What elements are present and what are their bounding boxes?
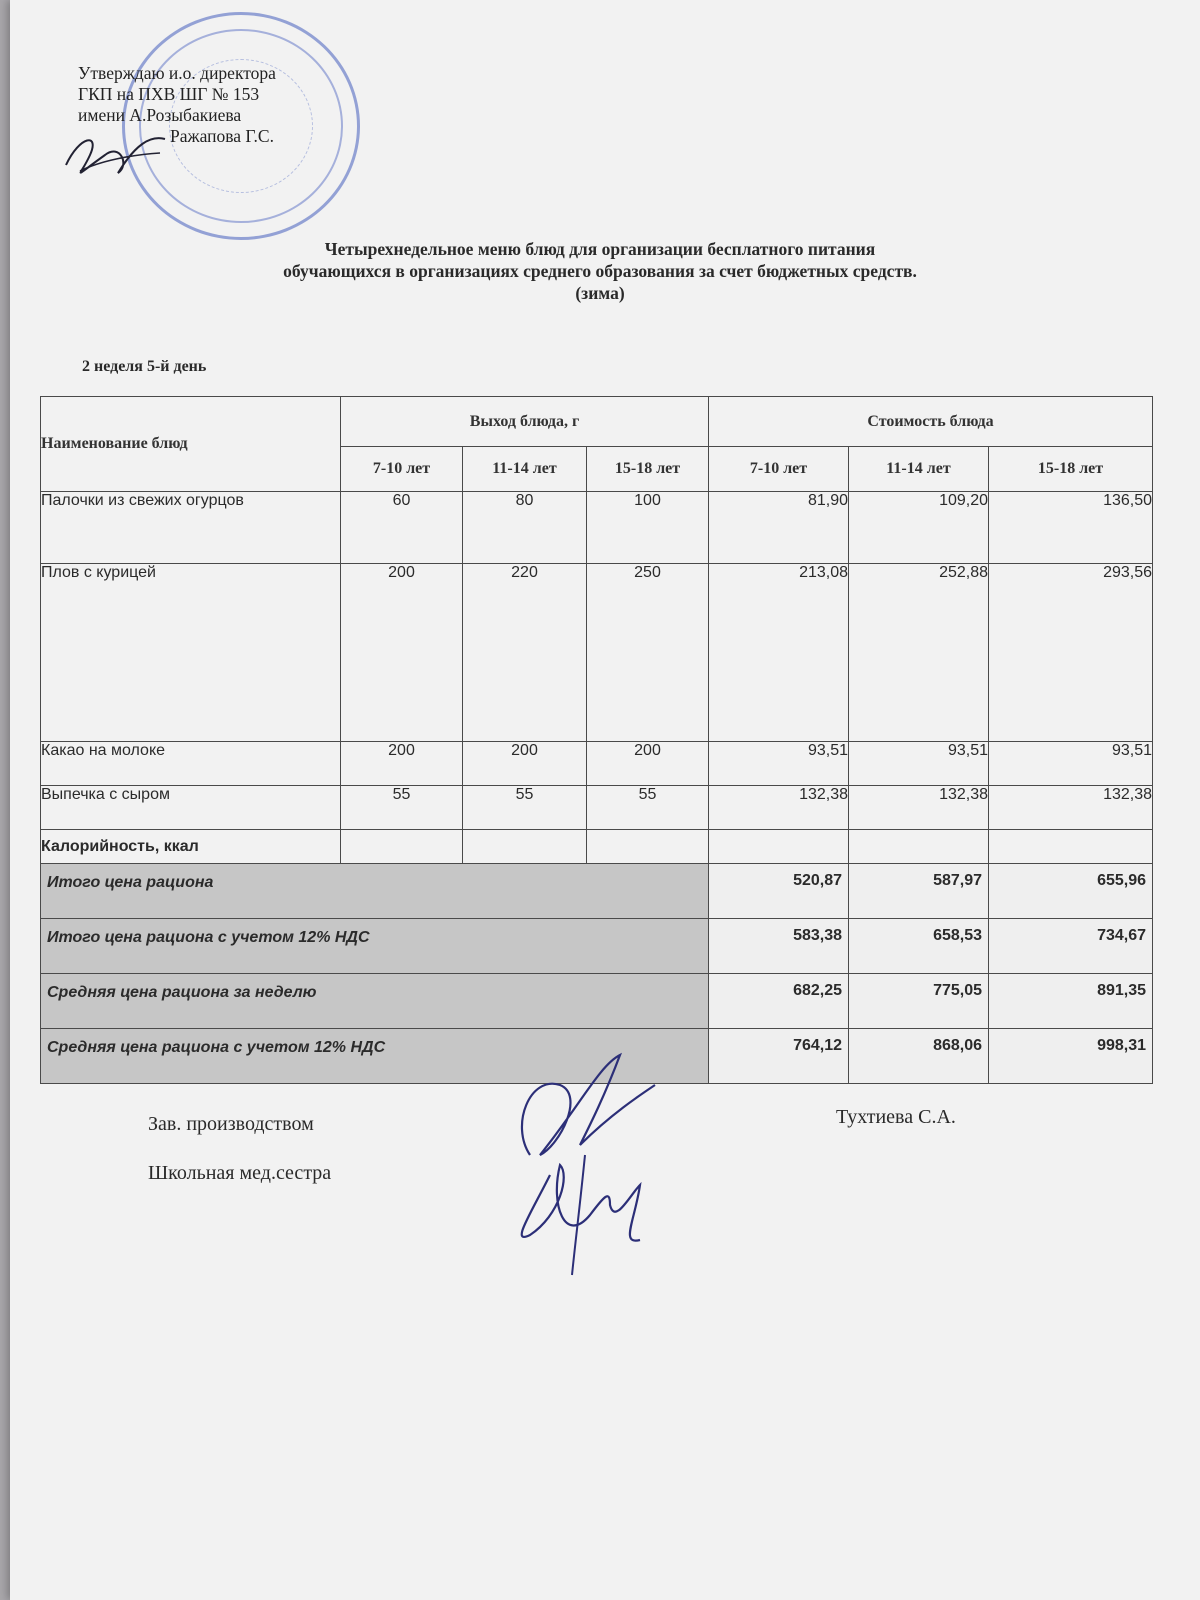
- output-7-10: 200: [341, 564, 463, 742]
- cost-7-10: 81,90: [709, 492, 849, 564]
- output-11-14: 80: [463, 492, 587, 564]
- header-output-age-3: 15-18 лет: [587, 447, 709, 492]
- cost-15-18: 93,51: [989, 742, 1153, 786]
- approval-line-1: Утверждаю и.о. директора: [78, 63, 276, 83]
- total-row: [41, 864, 1153, 919]
- total-label: Средняя цена рациона с учетом 12% НДС: [41, 1029, 709, 1084]
- output-15-18: 100: [587, 492, 709, 564]
- total-label: Средняя цена рациона за неделю: [41, 974, 709, 1029]
- cost-7-10: 213,08: [709, 564, 849, 742]
- output-11-14: 220: [463, 564, 587, 742]
- total-11-14: 775,05: [849, 974, 989, 1029]
- header-dish-name: Наименование блюд: [41, 397, 341, 492]
- cost-15-18: 136,50: [989, 492, 1153, 564]
- total-7-10: 520,87: [709, 864, 849, 919]
- header-output-group: Выход блюда, г: [341, 397, 709, 447]
- total-row: [41, 974, 1153, 1029]
- approval-line-3: имени А.Розыбакиева: [78, 105, 242, 125]
- output-11-14: 55: [463, 786, 587, 830]
- output-15-18: 200: [587, 742, 709, 786]
- header-output-age-2: 11-14 лет: [463, 447, 587, 492]
- header-cost-group: Стоимость блюда: [709, 397, 1153, 447]
- output-7-10: 55: [341, 786, 463, 830]
- dish-name: Плов с курицей: [41, 564, 341, 742]
- dish-name: Какао на молоке: [41, 742, 341, 786]
- header-cost-age-3: 15-18 лет: [989, 447, 1153, 492]
- output-7-10: 200: [341, 742, 463, 786]
- calories-cell: [463, 830, 587, 864]
- total-11-14: 587,97: [849, 864, 989, 919]
- cost-7-10: 132,38: [709, 786, 849, 830]
- dish-name: Палочки из свежих огурцов: [41, 492, 341, 564]
- calories-cell: [989, 830, 1153, 864]
- header-cost-age-2: 11-14 лет: [849, 447, 989, 492]
- approval-signer: Ражапова Г.С.: [170, 126, 274, 146]
- calories-cell: [587, 830, 709, 864]
- total-label: Итого цена рациона: [41, 864, 709, 919]
- footer-role-nurse: Школьная мед.сестра: [148, 1162, 332, 1184]
- table-row: [41, 564, 1153, 742]
- total-15-18: 998,31: [989, 1029, 1153, 1084]
- cost-15-18: 132,38: [989, 786, 1153, 830]
- approval-line-2: ГКП на ПХВ ШГ № 153: [78, 84, 260, 104]
- output-7-10: 60: [341, 492, 463, 564]
- total-7-10: 682,25: [709, 974, 849, 1029]
- calories-row: [41, 830, 1153, 864]
- total-11-14: 868,06: [849, 1029, 989, 1084]
- total-11-14: 658,53: [849, 919, 989, 974]
- output-15-18: 55: [587, 786, 709, 830]
- total-15-18: 655,96: [989, 864, 1153, 919]
- menu-table: [40, 396, 1153, 1084]
- total-15-18: 891,35: [989, 974, 1153, 1029]
- footer-role-production: Зав. производством: [148, 1113, 314, 1135]
- cost-15-18: 293,56: [989, 564, 1153, 742]
- calories-label: Калорийность, ккал: [41, 830, 341, 864]
- title-line-3: (зима): [575, 283, 625, 303]
- title-line-1: Четырехнедельное меню блюд для организации бесплатного питания: [324, 239, 876, 259]
- header-cost-age-1: 7-10 лет: [709, 447, 849, 492]
- title-line-2: обучающихся в организациях среднего образования за счет бюджетных средств.: [283, 261, 917, 281]
- director-signature: [60, 125, 170, 185]
- table-row: [41, 742, 1153, 786]
- total-7-10: 764,12: [709, 1029, 849, 1084]
- header-output-age-1: 7-10 лет: [341, 447, 463, 492]
- calories-cell: [849, 830, 989, 864]
- output-11-14: 200: [463, 742, 587, 786]
- calories-cell: [341, 830, 463, 864]
- cost-11-14: 252,88: [849, 564, 989, 742]
- table-row: [41, 492, 1153, 564]
- total-row: [41, 919, 1153, 974]
- handwritten-signature: [490, 1045, 690, 1285]
- table-row: [41, 786, 1153, 830]
- cost-7-10: 93,51: [709, 742, 849, 786]
- cost-11-14: 109,20: [849, 492, 989, 564]
- cost-11-14: 93,51: [849, 742, 989, 786]
- cost-11-14: 132,38: [849, 786, 989, 830]
- footer-name: Тухтиева С.А.: [836, 1106, 956, 1128]
- total-15-18: 734,67: [989, 919, 1153, 974]
- output-15-18: 250: [587, 564, 709, 742]
- week-label: 2 неделя 5-й день: [82, 358, 207, 375]
- total-label: Итого цена рациона с учетом 12% НДС: [41, 919, 709, 974]
- dish-name: Выпечка с сыром: [41, 786, 341, 830]
- total-7-10: 583,38: [709, 919, 849, 974]
- document-title: [150, 238, 1050, 304]
- calories-cell: [709, 830, 849, 864]
